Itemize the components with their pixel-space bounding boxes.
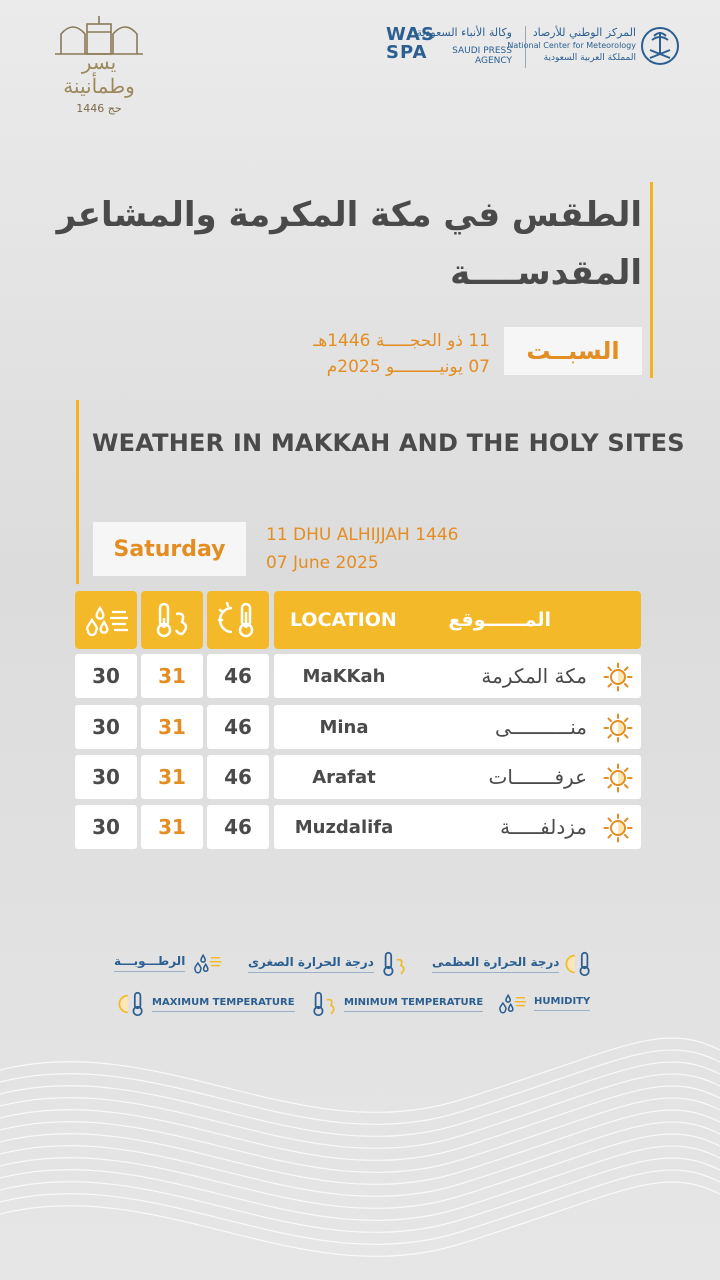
location-name-ar: منــــــــــى: [494, 715, 587, 739]
title-arabic-line1: الطقس في مكة المكرمة والمشاعر: [56, 195, 642, 235]
ncm-logo: [507, 24, 680, 74]
legend-label: درجة الحرارة العظمى: [432, 955, 559, 973]
humidity-value: 30: [75, 805, 137, 849]
title-arabic-line2: المقدســــة: [450, 253, 642, 293]
sun-icon: [603, 763, 633, 793]
hajj-slogan: يسر وطمأنينة: [63, 50, 135, 98]
title-arabic: [42, 186, 642, 302]
title-english: WEATHER IN MAKKAH AND THE HOLY SITES: [92, 429, 685, 457]
legend-label: MINIMUM TEMPERATURE: [344, 997, 483, 1012]
ncm-country-ar: المملكة العربية السعودية: [543, 53, 636, 63]
location-name-ar: مزدلفـــــة: [500, 815, 587, 839]
location-cell: [274, 755, 641, 799]
accent-bar-left: [76, 400, 79, 584]
hajj-1446-logo: [44, 14, 154, 115]
accent-bar-right: [650, 182, 653, 378]
date-english-hijri: 11 DHU ALHIJJAH 1446: [266, 525, 459, 545]
header-min-temperature: [141, 591, 203, 649]
legend-label: الرطـــوبـــة: [114, 954, 185, 972]
date-english: [266, 521, 526, 577]
max-temperature-value: 46: [207, 654, 269, 698]
sun-icon: [603, 813, 633, 843]
humidity-icon: [191, 950, 223, 976]
location-name-ar: عرفـــــــات: [488, 765, 587, 789]
spa-mark: WAS SPA: [386, 24, 435, 63]
location-name-en: Mina: [319, 716, 369, 738]
spa-name-ar: وكالة الأنباء السعودية: [416, 26, 512, 39]
sun-icon: [603, 662, 633, 692]
day-arabic: السبــت: [504, 327, 642, 375]
sun-icon: [603, 713, 633, 743]
min-temperature-value: 31: [141, 705, 203, 749]
decorative-waves: [0, 1010, 720, 1280]
location-cell: [274, 654, 641, 698]
legend-humidity-ar: [114, 950, 223, 976]
max-temperature-icon: [217, 600, 259, 640]
header-max-temperature: [207, 591, 269, 649]
location-cell: [274, 805, 641, 849]
location-name-en: Arafat: [312, 766, 376, 788]
ncm-name-en: National Center for Meteorology: [507, 41, 636, 50]
max-temperature-icon: [565, 950, 593, 978]
day-english: Saturday: [93, 522, 246, 576]
max-temperature-value: 46: [207, 805, 269, 849]
location-name-ar: مكة المكرمة: [481, 664, 587, 688]
date-arabic-gregorian: 07 يونيـــــــــو 2025م: [326, 357, 490, 377]
header-humidity: [75, 591, 137, 649]
saudi-emblem-icon: [640, 24, 680, 72]
legend-label: درجة الحرارة الصغرى: [248, 955, 374, 973]
header-location: [274, 591, 641, 649]
humidity-value: 30: [75, 705, 137, 749]
legend-max-temperature-ar: [432, 950, 593, 978]
max-temperature-value: 46: [207, 755, 269, 799]
legend-label: MAXIMUM TEMPERATURE: [152, 997, 295, 1012]
header-location-ar: المــــــوقع: [448, 609, 551, 631]
legend-label: HUMIDITY: [534, 996, 590, 1011]
location-name-en: Muzdalifa: [294, 816, 394, 838]
date-arabic-hijri: 11 ذو الحجـــــة 1446هـ: [313, 331, 490, 351]
spa-name-en: SAUDI PRESS AGENCY: [452, 46, 512, 66]
location-name-en: MaKKah: [302, 665, 386, 687]
ncm-name-ar: المركز الوطني للأرصاد: [532, 26, 636, 39]
location-cell: [274, 705, 641, 749]
date-arabic: [190, 328, 490, 380]
min-temperature-value: 31: [141, 654, 203, 698]
spa-logo: [386, 24, 516, 72]
min-temperature-value: 31: [141, 755, 203, 799]
max-temperature-value: 46: [207, 705, 269, 749]
humidity-icon: [81, 600, 131, 640]
legend-min-temperature-ar: [248, 950, 408, 978]
min-temperature-icon: [151, 600, 193, 640]
min-temperature-icon: [380, 950, 408, 978]
header-location-en: LOCATION: [290, 609, 397, 631]
humidity-value: 30: [75, 755, 137, 799]
min-temperature-value: 31: [141, 805, 203, 849]
humidity-value: 30: [75, 654, 137, 698]
hajj-year-label: حج 1446: [76, 102, 122, 115]
date-english-gregorian: 07 June 2025: [266, 553, 379, 573]
